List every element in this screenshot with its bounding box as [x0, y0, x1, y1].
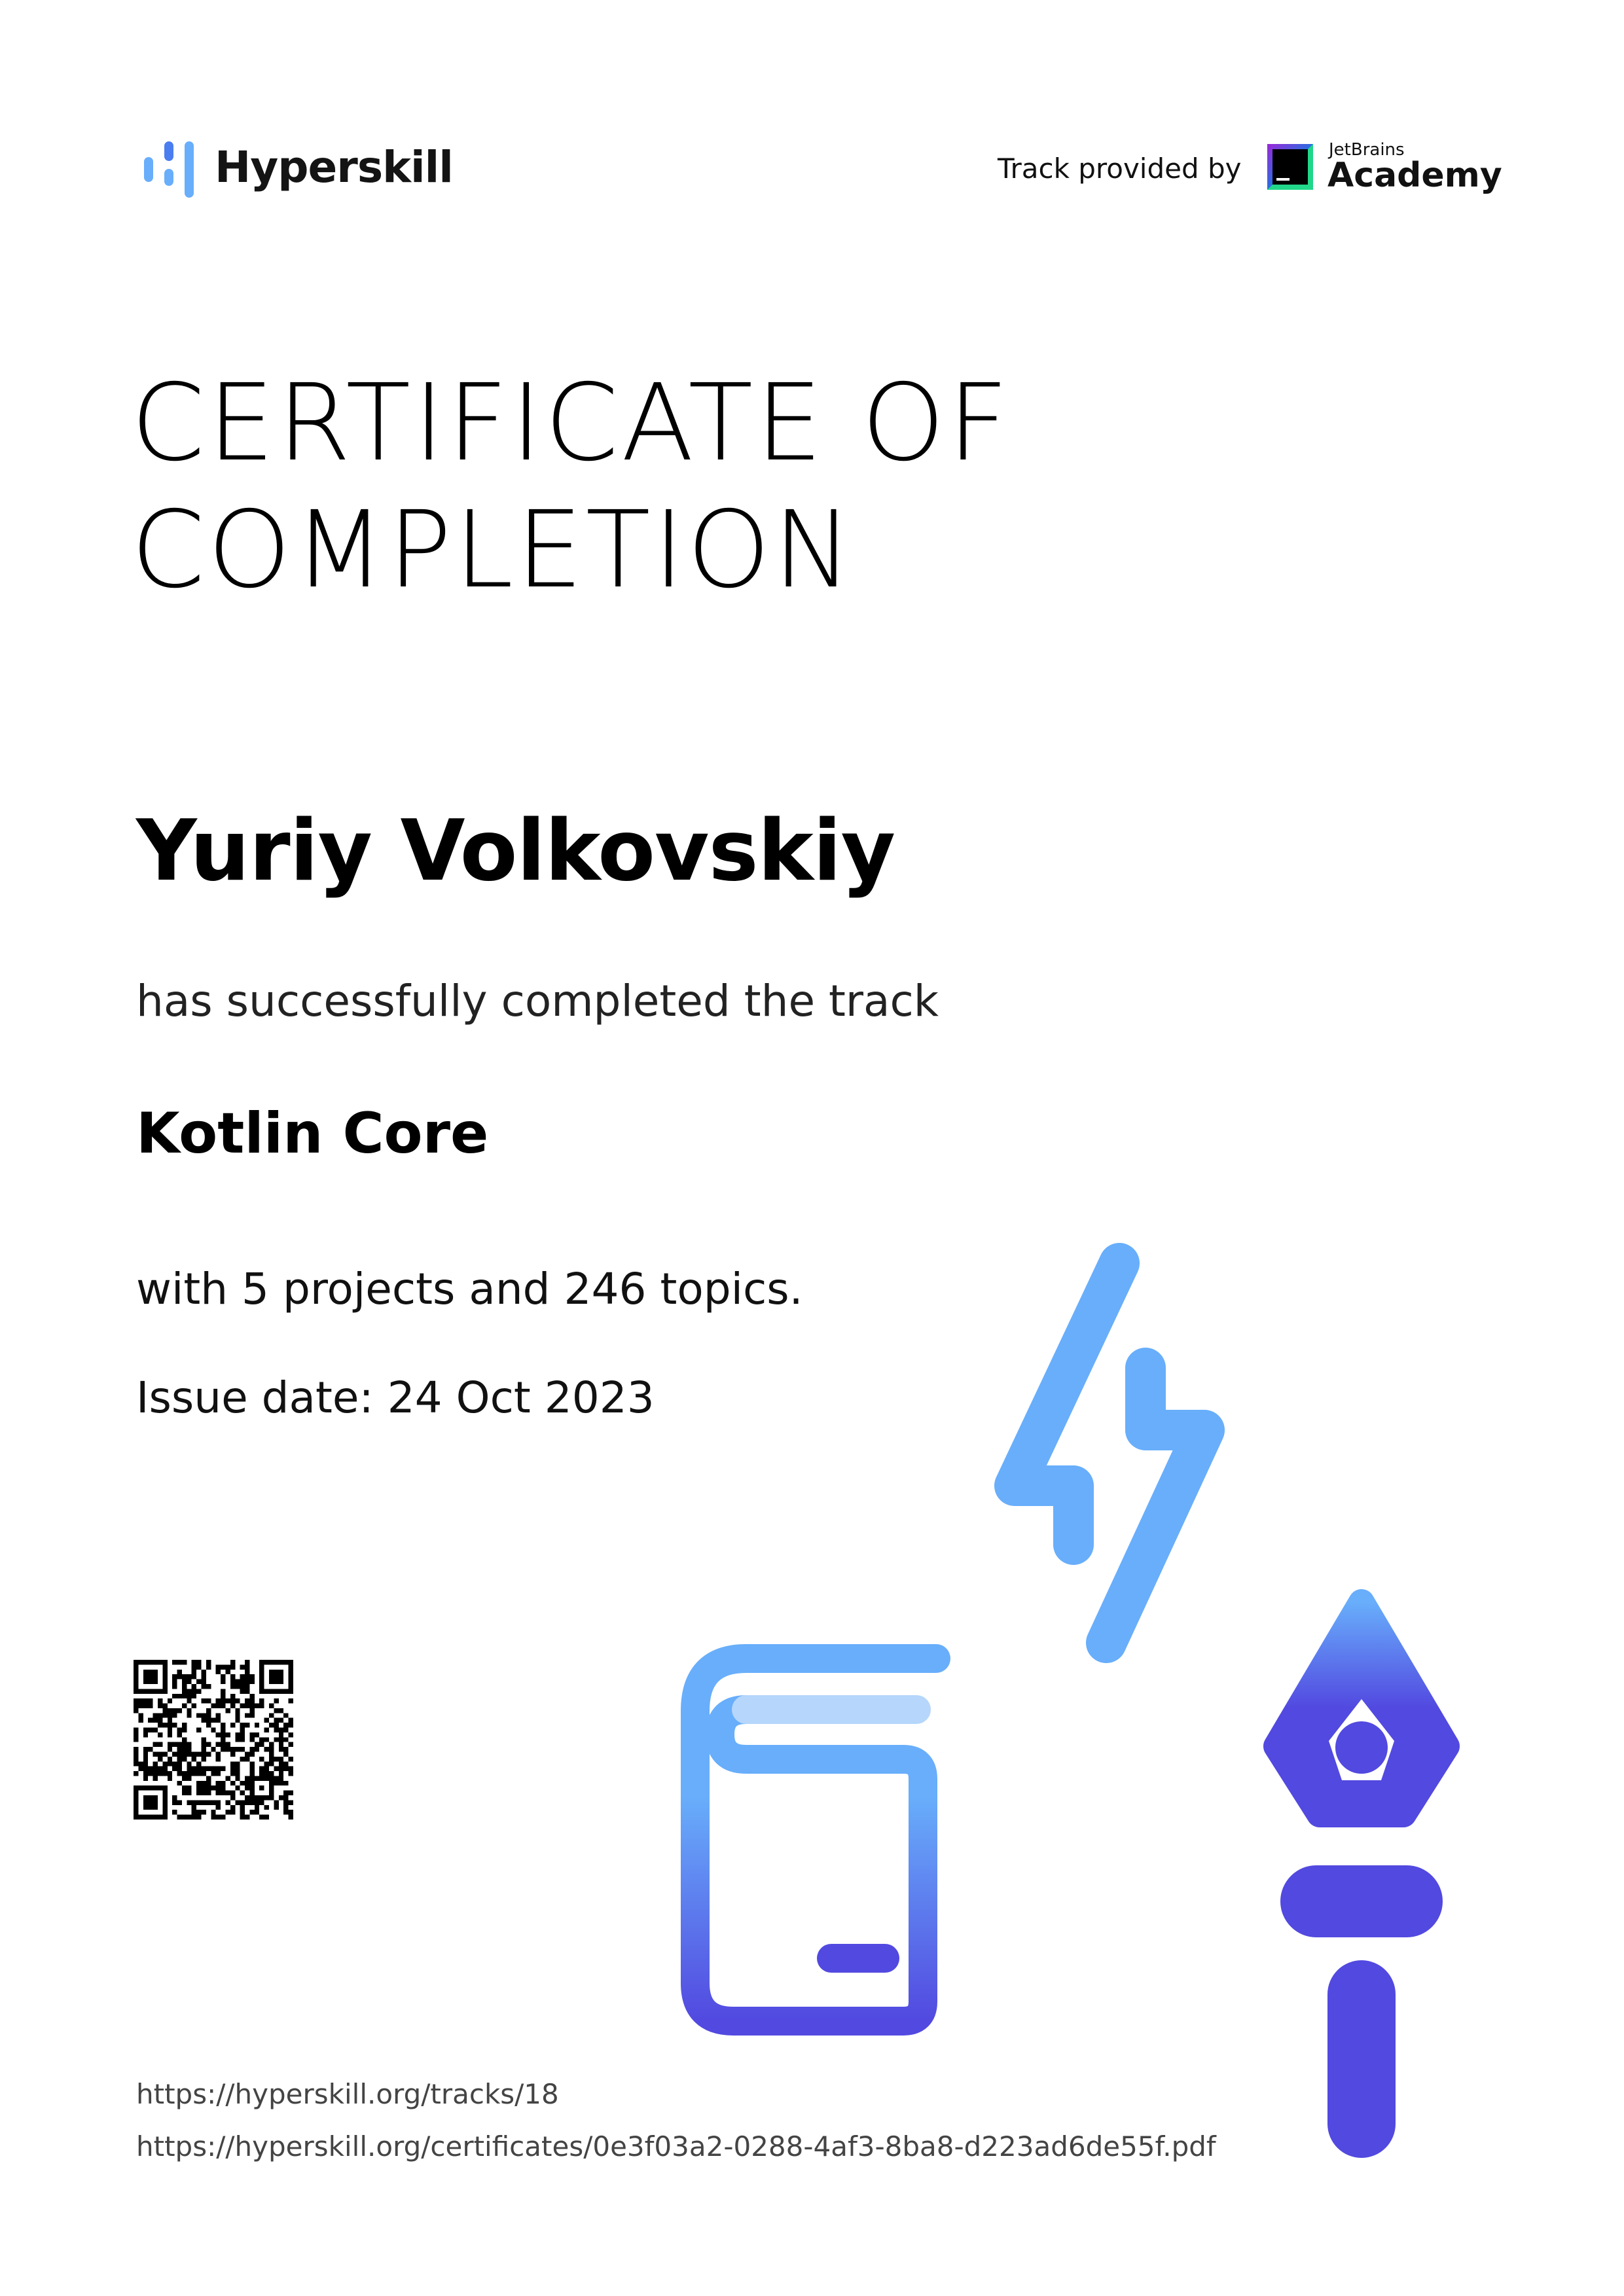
completed-text: has successfully completed the track [136, 976, 939, 1026]
title-line-1: CERTIFICATE OF [131, 362, 1011, 485]
track-summary: with 5 projects and 246 topics. [136, 1264, 803, 1314]
certificate-url-link[interactable]: https://hyperskill.org/certificates/0e3f03a2-0288-4af3-8ba8-d223ad6de55f.pdf [136, 2130, 1216, 2162]
issue-date: Issue date: 24 Oct 2023 [136, 1372, 655, 1423]
fountain-pen-icon [1244, 1584, 1479, 2173]
track-name: Kotlin Core [136, 1101, 489, 1166]
partner-small-label: JetBrains [1329, 140, 1405, 160]
track-url-link[interactable]: https://hyperskill.org/tracks/18 [136, 2078, 559, 2110]
brand-name: Hyperskill [215, 142, 453, 192]
provided-by-label: Track provided by [998, 152, 1242, 185]
lightning-bolt-icon [982, 1237, 1244, 1669]
title-line-2: COMPLETION [131, 489, 856, 612]
book-icon [674, 1643, 962, 2049]
partner-name: Academy [1327, 156, 1502, 195]
hyperskill-logo-icon [143, 140, 195, 199]
qr-code-icon [134, 1660, 293, 1820]
recipient-name: Yuriy Volkovskiy [136, 802, 895, 900]
jetbrains-logo-icon [1267, 144, 1313, 190]
certificate-title [131, 360, 1011, 614]
